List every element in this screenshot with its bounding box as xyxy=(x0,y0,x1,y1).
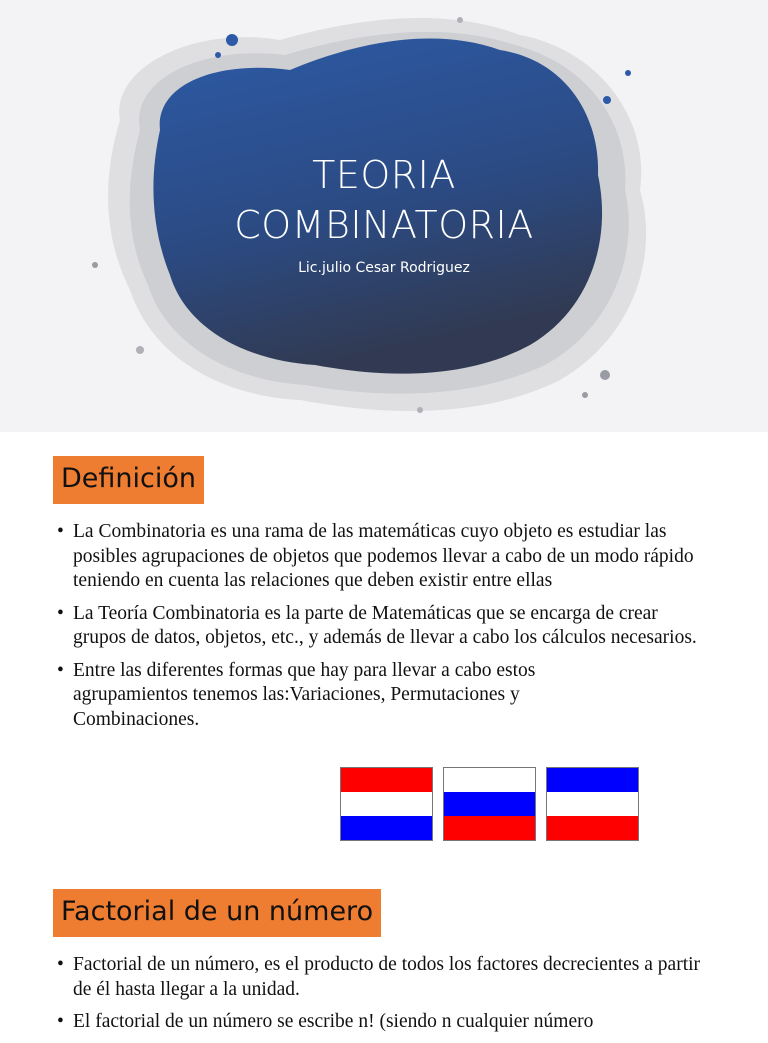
bullet-item: • Entre las diferentes formas que hay para llevar a cabo estos agrupamientos tenemos las:Variaciones, Permutaciones y Combinaciones. xyxy=(55,659,613,733)
bullet-item: • La Combinatoria es una rama de las matemáticas cuyo objeto es estudiar las posibles agrupaciones de objetos que podemos llevar a cabo de un modo rápido teniendo en cuenta las relaciones que deben existir entre ellas xyxy=(55,520,705,594)
definicion-bullet-list xyxy=(55,520,705,740)
red-white-blue-flag-icon xyxy=(340,767,433,841)
flag-stripe xyxy=(444,768,535,792)
factorial-bullet-list xyxy=(55,953,705,1043)
flag-stripe xyxy=(341,816,432,840)
title-line-1: TEORIA xyxy=(312,153,456,197)
flag-stripe xyxy=(547,816,638,840)
blue-white-red-flag-icon xyxy=(546,767,639,841)
flag-stripe xyxy=(444,792,535,816)
bullet-item: • El factorial de un número se escribe n! (siendo n cualquier número xyxy=(55,1010,705,1035)
factorial-heading: Factorial de un número xyxy=(53,889,381,937)
bullet-item: • La Teoría Combinatoria es la parte de Matemáticas que se encarga de crear grupos de datos, objetos, etc., y además de llevar a cabo los cálculos necesarios. xyxy=(55,602,705,651)
definicion-heading: Definición xyxy=(53,456,204,504)
cover-slide xyxy=(0,0,768,432)
flag-stripe xyxy=(547,792,638,816)
flag-stripe xyxy=(341,792,432,816)
white-blue-red-flag-icon xyxy=(443,767,536,841)
bullet-item: • Factorial de un número, es el producto de todos los factores decrecientes a partir de él hasta llegar a la unidad. xyxy=(55,953,705,1002)
flag-stripe xyxy=(547,768,638,792)
title-line-2: COMBINATORIA xyxy=(234,203,534,247)
author-subtitle: Lic.julio Cesar Rodriguez xyxy=(298,260,470,276)
presentation-title xyxy=(0,150,768,250)
flag-stripe xyxy=(341,768,432,792)
flag-stripe xyxy=(444,816,535,840)
